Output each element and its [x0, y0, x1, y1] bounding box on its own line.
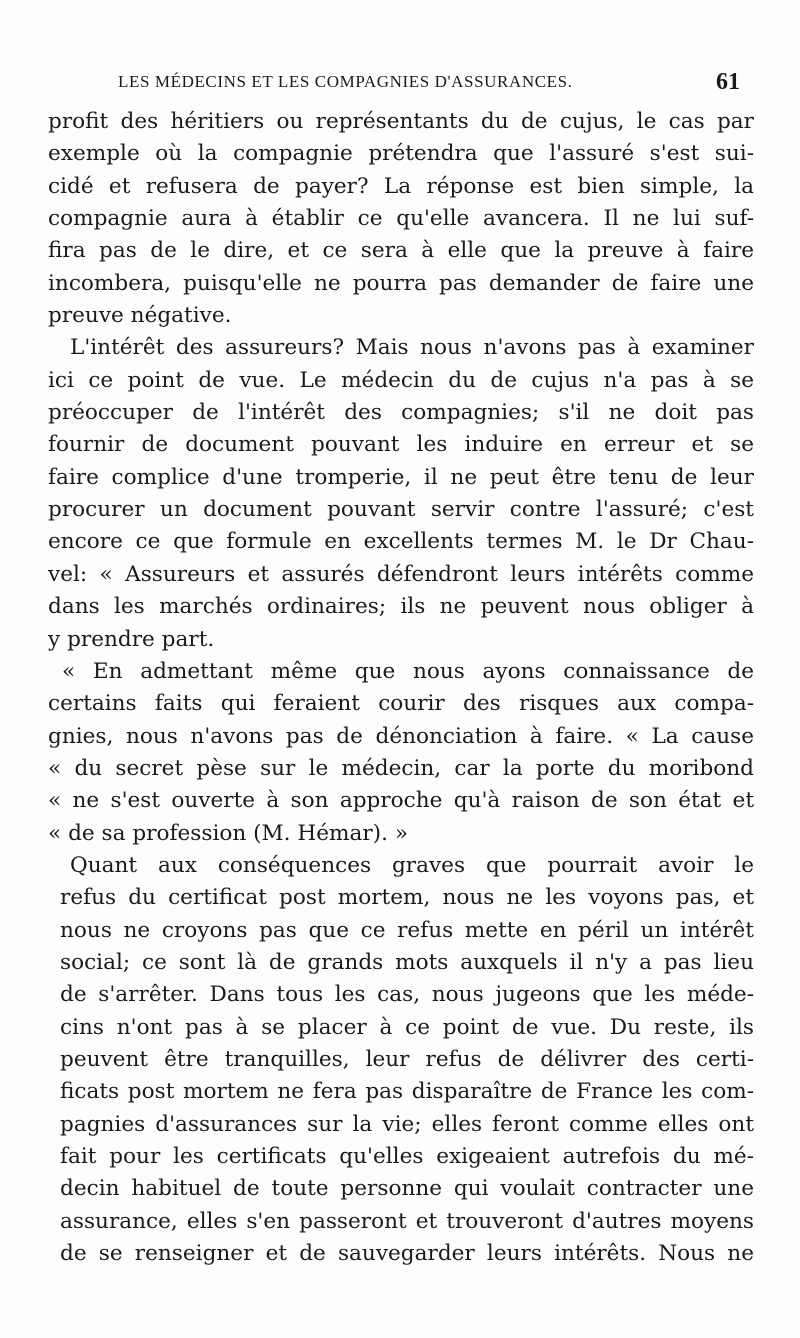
text-line: fira pas de le dire, et ce sera à elle que la preuve à faire	[48, 238, 754, 264]
text-line: « de sa profession (M. Hémar). »	[48, 820, 409, 846]
text-line: assurance, elles s'en passeront et trouveront d'autres moyens	[60, 1208, 754, 1234]
text-line: gnies, nous n'avons pas de dénonciation à faire. « La cause	[48, 723, 754, 749]
text-line: preuve négative.	[48, 303, 232, 329]
text-line: préoccuper de l'intérêt des compagnies; s'il ne doit pas	[48, 400, 754, 426]
text-line: de se renseigner et de sauvegarder leurs intérêts. Nous ne	[60, 1241, 754, 1267]
text-line: pagnies d'assurances sur la vie; elles feront comme elles ont	[60, 1111, 754, 1137]
text-line: encore ce que formule en excellents termes M. le Dr Chau-	[48, 529, 754, 555]
text-line: profit des héritiers ou représentants du de cujus, le cas par	[48, 109, 754, 134]
text-line: y prendre part.	[48, 626, 215, 652]
running-title: LES MÉDECINS ET LES COMPAGNIES D'ASSURANCES.	[118, 72, 573, 91]
text-line: vel: « Assureurs et assurés défendront leurs intérêts comme	[48, 561, 754, 587]
text-line: peuvent être tranquilles, leur refus de délivrer des certi-	[60, 1046, 754, 1072]
text-line: nous ne croyons pas que ce refus mette en péril un intérêt	[60, 917, 754, 943]
text-line: faire complice d'une tromperie, il ne peut être tenu de leur	[48, 464, 754, 490]
running-head	[118, 69, 740, 102]
text-line: exemple où la compagnie prétendra que l'assuré s'est sui-	[48, 141, 754, 167]
text-line: dans les marchés ordinaires; ils ne peuvent nous obliger à	[48, 594, 754, 620]
text-line: fournir de document pouvant les induire en erreur et se	[48, 432, 754, 458]
text-line: certains faits qui feraient courir des risques aux compa-	[48, 691, 754, 717]
text-line: L'intérêt des assureurs? Mais nous n'avons pas à examiner	[70, 335, 754, 361]
text-line: refus du certificat post mortem, nous ne les voyons pas, et	[60, 885, 754, 911]
body-text	[48, 106, 754, 1270]
text-line: social; ce sont là de grands mots auxquels il n'y a pas lieu	[60, 949, 754, 975]
text-line: incombera, puisqu'elle ne pourra pas demander de faire une	[48, 270, 754, 296]
text-line: fait pour les certificats qu'elles exigeaient autrefois du mé-	[60, 1144, 754, 1169]
text-line: cins n'ont pas à se placer à ce point de vue. Du reste, ils	[60, 1014, 754, 1040]
text-line: Quant aux conséquences graves que pourrait avoir le	[70, 852, 754, 878]
text-line: ficats post mortem ne fera pas disparaître de France les com-	[60, 1079, 754, 1105]
text-line: « En admettant même que nous ayons connaissance de	[62, 658, 754, 684]
text-line: decin habituel de toute personne qui voulait contracter une	[60, 1176, 754, 1202]
text-line: « ne s'est ouverte à son approche qu'à raison de son état et	[48, 788, 754, 814]
page-number: 61	[716, 69, 740, 95]
text-line: procurer un document pouvant servir contre l'assuré; c'est	[48, 497, 754, 523]
text-line: cidé et refusera de payer? La réponse est bien simple, la	[48, 173, 754, 199]
text-line: compagnie aura à établir ce qu'elle avancera. Il ne lui suf-	[48, 206, 754, 232]
text-line: ici ce point de vue. Le médecin du de cujus n'a pas à se	[48, 367, 754, 393]
text-line: de s'arrêter. Dans tous les cas, nous jugeons que les méde-	[60, 982, 754, 1008]
text-line: « du secret pèse sur le médecin, car la porte du moribond	[48, 755, 754, 781]
